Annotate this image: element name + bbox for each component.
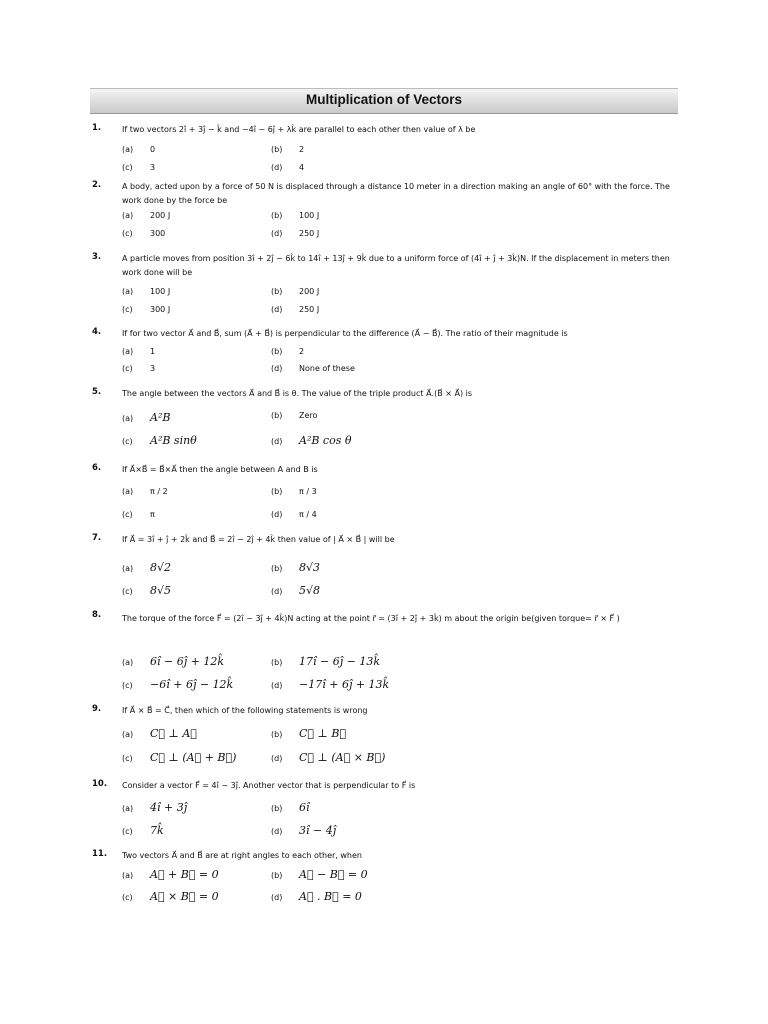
option-d [271, 751, 385, 764]
option-b [271, 561, 320, 574]
option-label: (d) [271, 893, 283, 902]
question-stem: If two vectors 2î + 3ĵ − k̂ and −4î − 6ĵ + λk̂ are parallel to each other then value of λ be [122, 125, 476, 134]
option-c [122, 890, 219, 903]
option-label: (d) [271, 305, 283, 314]
option-value: A⃗ + B⃗ = 0 [150, 868, 219, 881]
option-value: 7k̂ [150, 824, 164, 837]
option-label: (b) [271, 287, 283, 296]
option-b [271, 287, 319, 296]
option-a [122, 347, 155, 356]
option-value: −17î + 6ĵ + 13k̂ [299, 678, 390, 691]
question-stem: Two vectors A⃗ and B⃗ are at right angles to each other, when [122, 851, 362, 860]
option-label: (b) [271, 145, 283, 154]
option-a [122, 868, 219, 881]
option-value: 4î + 3ĵ [150, 801, 188, 814]
question-stem: If for two vector A⃗ and B⃗, sum (A⃗ + B⃗) is perpendicular to the difference (A⃗ − B⃗). The ratio of their magnitude is [122, 329, 568, 338]
option-value: C⃗ ⊥ (A⃗ × B⃗) [299, 751, 386, 764]
option-b [271, 655, 380, 668]
option-value: π / 3 [299, 487, 317, 496]
option-value: 8√3 [299, 561, 321, 574]
option-a [122, 145, 155, 154]
option-value: 17î − 6ĵ − 13k̂ [299, 655, 381, 668]
option-d [271, 364, 355, 373]
question-stem: If A⃗ × B⃗ = C⃗, then which of the following statements is wrong [122, 706, 368, 715]
option-c [122, 678, 233, 691]
option-c [122, 434, 197, 447]
option-label: (d) [271, 229, 283, 238]
option-value: 100 J [150, 287, 171, 296]
option-c [122, 229, 165, 238]
option-d [271, 584, 320, 597]
option-value: π [150, 510, 155, 519]
option-c [122, 163, 155, 172]
question-stem: If A⃗ = 3î + ĵ + 2k̂ and B⃗ = 2î − 2ĵ + 4k̂ then value of | A⃗ × B⃗ | will be [122, 535, 395, 544]
option-b [271, 347, 304, 356]
option-value: 200 J [150, 211, 171, 220]
option-value: 8√2 [150, 561, 172, 574]
option-label: (c) [122, 305, 133, 314]
option-label: (b) [271, 411, 283, 420]
option-value: A⃗ × B⃗ = 0 [150, 890, 219, 903]
option-d [271, 305, 319, 314]
option-value: 5√8 [299, 584, 321, 597]
option-value: 6î − 6ĵ + 12k̂ [150, 655, 225, 668]
question-stem: If A⃗×B⃗ = B⃗×A⃗ then the angle between A and B is [122, 465, 318, 474]
option-label: (a) [122, 730, 134, 739]
option-label: (a) [122, 347, 134, 356]
option-value: 1 [150, 347, 156, 356]
question-number: 2. [92, 180, 102, 190]
option-label: (b) [271, 347, 283, 356]
option-label: (a) [122, 871, 134, 880]
option-label: (a) [122, 487, 134, 496]
option-label: (a) [122, 658, 134, 667]
option-label: (b) [271, 871, 283, 880]
option-label: (c) [122, 681, 133, 690]
option-label: (d) [271, 437, 283, 446]
option-value: 2 [299, 347, 305, 356]
question-number: 6. [92, 463, 102, 473]
question-number: 8. [92, 610, 102, 620]
question-stem: The torque of the force F⃗ = (2î − 3ĵ + 4k̂)N acting at the point r⃗ = (3î + 2ĵ + 3k̂) m about the origin be(given torque= r⃗ × F⃗ ) [122, 614, 620, 623]
option-value: C⃗ ⊥ A⃗ [150, 727, 197, 740]
option-value: 3 [150, 163, 156, 172]
option-b [271, 411, 317, 420]
option-label: (b) [271, 487, 283, 496]
option-label: (c) [122, 827, 133, 836]
option-a [122, 561, 171, 574]
question-stem: A body, acted upon by a force of 50 N is displaced through a distance 10 meter in a direction making an angle of 60° with the force. The work done by the force be [122, 182, 670, 205]
option-label: (d) [271, 510, 283, 519]
option-label: (a) [122, 145, 134, 154]
question-stem: A particle moves from position 3î + 2ĵ − 6k̂ to 14î + 13ĵ + 9k̂ due to a uniform force of (4î + ĵ + 3k̂)N. If the displacement in meters then work done will be [122, 254, 670, 277]
question-stem: The angle between the vectors A⃗ and B⃗ is θ. The value of the triple product A⃗.(B⃗ × A⃗) is [122, 389, 473, 398]
question-number: 5. [92, 387, 102, 397]
option-d [271, 824, 336, 837]
question-number: 7. [92, 533, 102, 543]
option-b [271, 727, 346, 740]
option-c [122, 824, 164, 837]
question-number: 10. [92, 779, 108, 789]
option-c [122, 364, 155, 373]
option-c [122, 305, 170, 314]
option-label: (b) [271, 730, 283, 739]
option-a [122, 411, 170, 424]
option-value: 3 [150, 364, 156, 373]
question-stem: Consider a vector F⃗ = 4î − 3ĵ. Another vector that is perpendicular to F⃗ is [122, 781, 416, 790]
option-a [122, 655, 224, 668]
option-label: (d) [271, 163, 283, 172]
option-label: (d) [271, 587, 283, 596]
option-label: (a) [122, 804, 134, 813]
option-label: (b) [271, 564, 283, 573]
option-value: 100 J [299, 211, 320, 220]
option-c [122, 751, 236, 764]
option-d [271, 890, 362, 903]
option-label: (c) [122, 163, 133, 172]
option-value: −6î + 6ĵ − 12k̂ [150, 678, 234, 691]
option-label: (b) [271, 211, 283, 220]
option-c [122, 584, 171, 597]
option-d [271, 434, 351, 447]
option-b [271, 801, 310, 814]
question-number: 4. [92, 327, 102, 337]
question-number: 1. [92, 123, 102, 133]
option-d [271, 163, 304, 172]
option-value: 6î [299, 801, 310, 814]
option-a [122, 727, 197, 740]
option-value: 8√5 [150, 584, 172, 597]
option-value: A⃗ − B⃗ = 0 [299, 868, 368, 881]
option-d [271, 510, 317, 519]
option-b [271, 145, 304, 154]
option-value: 200 J [299, 287, 320, 296]
option-label: (d) [271, 364, 283, 373]
option-label: (d) [271, 681, 283, 690]
option-value: A²B cos θ [299, 434, 352, 447]
option-label: (c) [122, 510, 133, 519]
option-value: 300 J [150, 305, 171, 314]
option-label: (c) [122, 893, 133, 902]
option-label: (c) [122, 587, 133, 596]
question-number: 11. [92, 849, 108, 859]
option-value: π / 4 [299, 510, 317, 519]
option-label: (a) [122, 414, 134, 423]
option-label: (c) [122, 754, 133, 763]
option-value: 250 J [299, 305, 320, 314]
option-value: 3î − 4ĵ [299, 824, 337, 837]
option-value: 0 [150, 145, 156, 154]
option-a [122, 211, 170, 220]
option-value: 250 J [299, 229, 320, 238]
option-label: (b) [271, 804, 283, 813]
option-value: None of these [299, 364, 355, 373]
option-label: (d) [271, 827, 283, 836]
question-number: 9. [92, 704, 102, 714]
option-value: 4 [299, 163, 305, 172]
option-value: 2 [299, 145, 305, 154]
page-title: Multiplication of Vectors [305, 92, 462, 107]
option-d [271, 678, 389, 691]
option-a [122, 487, 168, 496]
option-label: (a) [122, 564, 134, 573]
option-label: (b) [271, 658, 283, 667]
option-a [122, 287, 170, 296]
title-bar [90, 88, 678, 114]
option-value: C⃗ ⊥ B⃗ [299, 727, 347, 740]
question-number: 3. [92, 252, 102, 262]
option-value: π / 2 [150, 487, 168, 496]
option-a [122, 801, 187, 814]
option-label: (c) [122, 229, 133, 238]
option-value: A⃗ . B⃗ = 0 [299, 890, 362, 903]
option-value: A²B sinθ [150, 434, 197, 447]
option-label: (c) [122, 437, 133, 446]
option-value: Zero [299, 411, 318, 420]
option-b [271, 487, 317, 496]
option-c [122, 510, 155, 519]
option-label: (d) [271, 754, 283, 763]
option-value: A²B [150, 411, 171, 424]
option-value: C⃗ ⊥ (A⃗ + B⃗) [150, 751, 237, 764]
option-d [271, 229, 319, 238]
option-b [271, 868, 368, 881]
option-b [271, 211, 319, 220]
option-value: 300 [150, 229, 166, 238]
option-label: (a) [122, 287, 134, 296]
option-label: (a) [122, 211, 134, 220]
option-label: (c) [122, 364, 133, 373]
